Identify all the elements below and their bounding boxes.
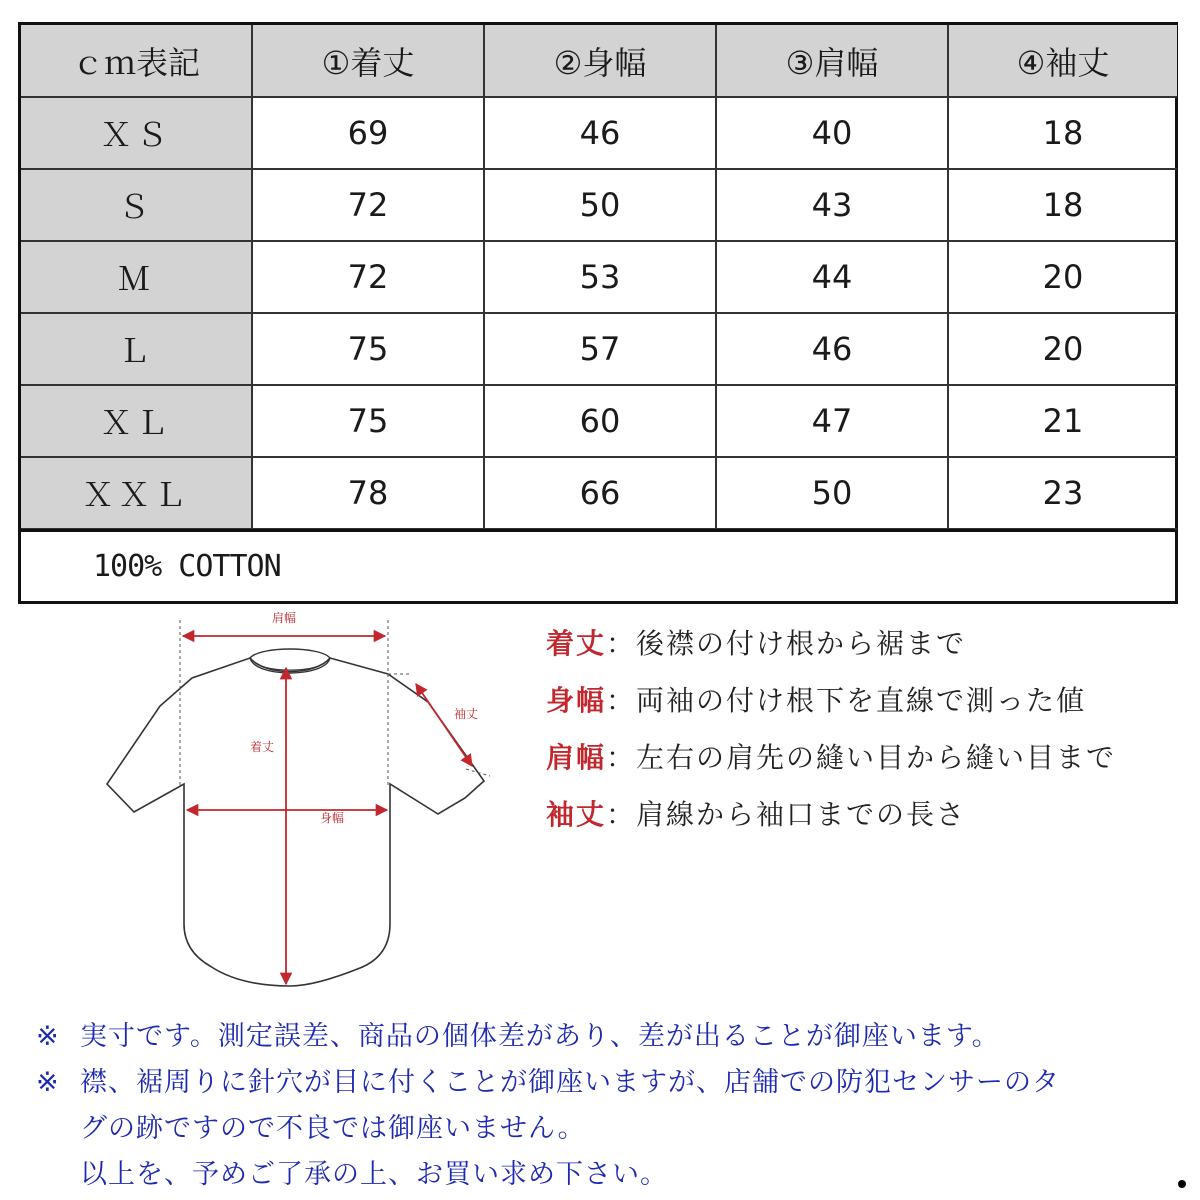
notes <box>36 1014 1186 1198</box>
size-label: ＸＸＬ <box>21 457 252 529</box>
table-row <box>21 457 1177 529</box>
material-text: 100% COTTON <box>93 549 281 584</box>
corner-dot <box>1178 1180 1186 1188</box>
table-cell: 20 <box>948 313 1177 385</box>
definition-separator: ： <box>606 798 637 831</box>
definition-term: 肩幅 <box>546 741 607 774</box>
table-row <box>21 313 1177 385</box>
table-cell: 46 <box>716 313 948 385</box>
measurement-definitions <box>546 622 1186 850</box>
note-line <box>36 1014 1186 1060</box>
table-cell: 18 <box>948 97 1177 169</box>
size-table <box>18 22 1178 604</box>
table-cell: 53 <box>484 241 716 313</box>
size-grid <box>21 25 1177 530</box>
definition-separator: ： <box>606 741 637 774</box>
header-shoulder-width: ③肩幅 <box>716 25 948 97</box>
table-cell: 20 <box>948 241 1177 313</box>
table-cell: 72 <box>252 241 484 313</box>
definition-term: 身幅 <box>546 684 607 717</box>
table-cell: 46 <box>484 97 716 169</box>
definition-description: 両袖の付け根下を直線で測った値 <box>636 684 1087 717</box>
definition-row <box>546 736 1186 793</box>
note-text: 襟、裾周りに針穴が目に付くことが御座いますが、店舗での防犯センサーのタ <box>80 1067 1060 1098</box>
table-cell: 47 <box>716 385 948 457</box>
size-label: ＸＳ <box>21 97 252 169</box>
definition-description: 肩線から袖口までの長さ <box>636 798 967 831</box>
table-cell: 43 <box>716 169 948 241</box>
size-label: Ｓ <box>21 169 252 241</box>
header-sleeve-length: ④袖丈 <box>948 25 1177 97</box>
table-cell: 75 <box>252 313 484 385</box>
table-cell: 60 <box>484 385 716 457</box>
table-row <box>21 241 1177 313</box>
header-cm-label: ｃｍ表記 <box>21 25 252 97</box>
note-text: 実寸です。測定誤差、商品の個体差があり、差が出ることが御座います。 <box>80 1021 1000 1052</box>
table-cell: 72 <box>252 169 484 241</box>
header-length: ①着丈 <box>252 25 484 97</box>
table-cell: 50 <box>484 169 716 241</box>
definition-separator: ： <box>606 684 637 717</box>
table-cell: 44 <box>716 241 948 313</box>
definition-description: 後襟の付け根から裾まで <box>636 627 967 660</box>
definition-separator: ： <box>606 627 637 660</box>
size-label: Ｌ <box>21 313 252 385</box>
table-cell: 21 <box>948 385 1177 457</box>
table-cell: 23 <box>948 457 1177 529</box>
table-cell: 57 <box>484 313 716 385</box>
definition-row <box>546 679 1186 736</box>
definition-row <box>546 622 1186 679</box>
definition-term: 袖丈 <box>546 798 607 831</box>
table-cell: 66 <box>484 457 716 529</box>
material-row <box>21 529 1175 601</box>
table-cell: 78 <box>252 457 484 529</box>
note-text: 以上を、予めご了承の上、お買い求め下さい。 <box>80 1159 668 1190</box>
note-text: グの跡ですので不良では御座いません。 <box>80 1113 586 1144</box>
table-row <box>21 385 1177 457</box>
header-row <box>21 25 1177 97</box>
tshirt-diagram <box>100 606 510 1006</box>
table-row <box>21 169 1177 241</box>
table-cell: 40 <box>716 97 948 169</box>
body-width-label: 身幅 <box>319 811 345 825</box>
note-line <box>36 1106 1186 1152</box>
size-label: Ｍ <box>21 241 252 313</box>
note-line <box>36 1152 1186 1198</box>
table-row <box>21 97 1177 169</box>
note-line <box>36 1060 1186 1106</box>
definition-row <box>546 793 1186 850</box>
definition-term: 着丈 <box>546 627 607 660</box>
table-cell: 69 <box>252 97 484 169</box>
size-label: ＸＬ <box>21 385 252 457</box>
table-cell: 50 <box>716 457 948 529</box>
tshirt-outline <box>107 658 484 986</box>
length-label: 着丈 <box>249 740 275 754</box>
sleeve-length-label: 袖丈 <box>453 707 479 721</box>
table-cell: 18 <box>948 169 1177 241</box>
table-cell: 75 <box>252 385 484 457</box>
shoulder-width-label: 肩幅 <box>271 611 297 625</box>
note-mark: ※ <box>36 1021 60 1052</box>
header-body-width: ②身幅 <box>484 25 716 97</box>
definition-description: 左右の肩先の縫い目から縫い目まで <box>636 741 1117 774</box>
note-mark: ※ <box>36 1067 60 1098</box>
